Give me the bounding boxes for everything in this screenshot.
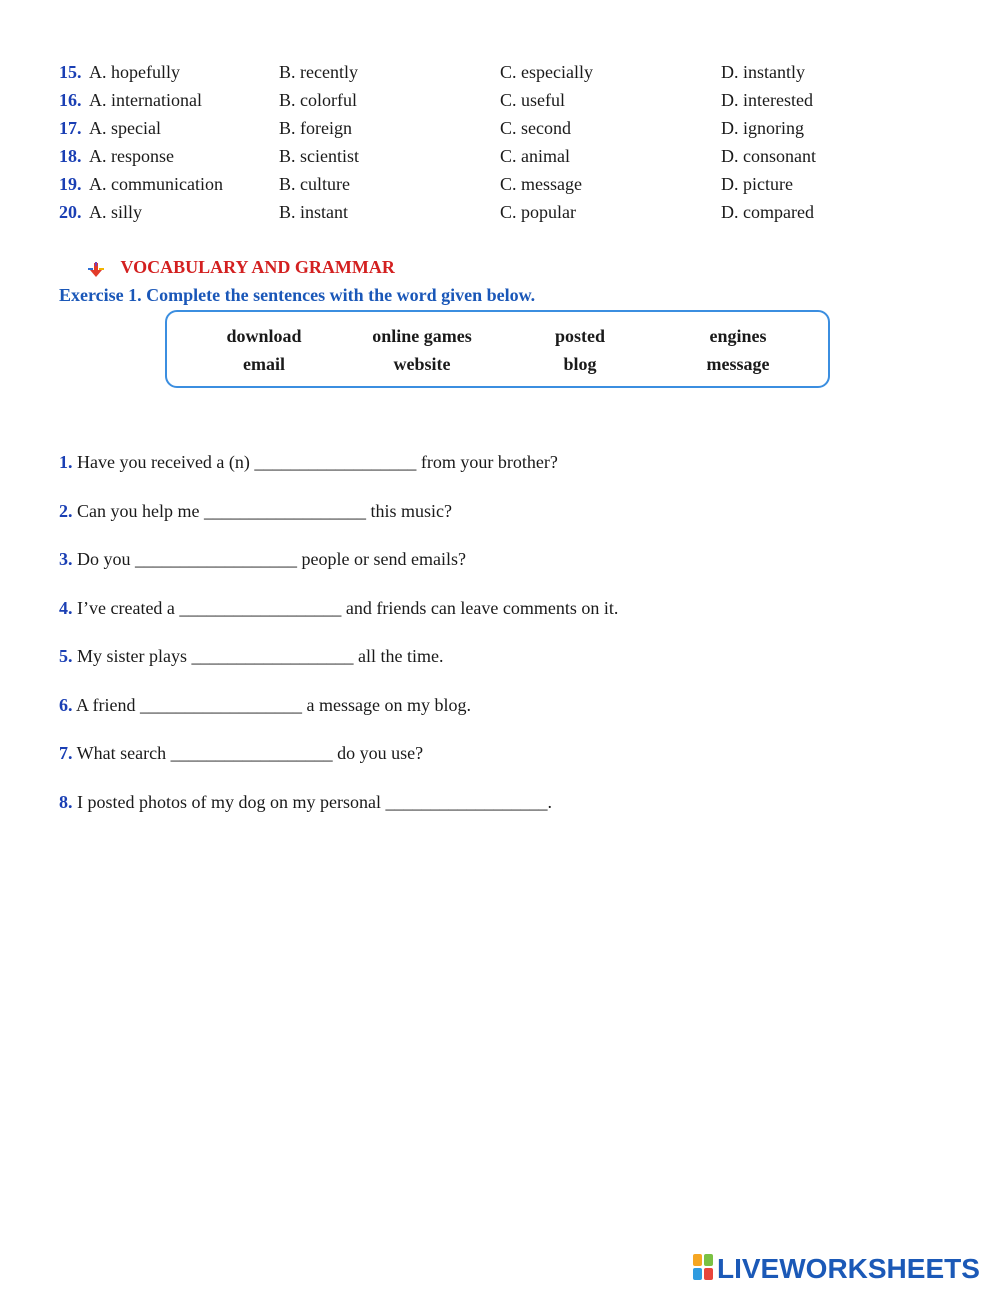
sentence-list [59, 449, 618, 837]
exercise-title: Exercise 1. Complete the sentences with the word given below. [59, 285, 536, 305]
sentence-item [59, 692, 618, 741]
word-bank-item: email [243, 354, 285, 374]
liveworksheets-logo[interactable] [693, 1253, 980, 1287]
option-c: C. second [500, 118, 571, 138]
sentence-item [59, 449, 618, 498]
option-c: C. popular [500, 202, 576, 222]
word-bank-item: download [226, 326, 302, 346]
option-b: B. culture [279, 174, 350, 194]
word-bank-item: message [706, 354, 770, 374]
sentence-number: 8. [59, 791, 73, 812]
option-d: D. compared [721, 202, 814, 222]
word-bank-item: posted [554, 326, 605, 346]
sentence-number: 7. [59, 743, 73, 763]
question-number: 19. [59, 174, 82, 194]
question-number: 15. [59, 62, 82, 82]
option-b: B. foreign [279, 118, 352, 138]
sentence-item [59, 595, 618, 644]
option-c: C. message [500, 174, 582, 194]
word-bank-item: engines [709, 326, 767, 346]
sentence-text: Do you __________________ people or send emails? [72, 549, 466, 569]
question-number: 17. [59, 118, 82, 138]
sentence-item [59, 789, 618, 838]
option-d: D. consonant [721, 146, 816, 166]
option-d: D. instantly [721, 62, 805, 82]
option-a: A. hopefully [89, 62, 180, 82]
sentence-item [59, 740, 618, 789]
liveworksheets-logo-icon [693, 1254, 713, 1280]
section-heading [88, 254, 395, 280]
sentence-text: Have you received a (n) __________________ from your brother? [72, 452, 558, 472]
logo-text: LIVEWORKSHEETS [717, 1253, 980, 1284]
question-number: 18. [59, 146, 82, 166]
option-c: C. useful [500, 90, 565, 110]
sentence-text: What search __________________ do you use? [72, 743, 424, 763]
word-bank-item: blog [563, 354, 597, 374]
word-bank-item: online games [372, 326, 472, 346]
option-a: A. silly [89, 202, 143, 222]
option-c: C. animal [500, 146, 570, 166]
option-d: D. interested [721, 90, 813, 110]
sentence-item [59, 546, 618, 595]
sentence-text: Can you help me __________________ this music? [72, 500, 452, 521]
option-b: B. scientist [279, 146, 359, 166]
word-bank-item: website [393, 354, 451, 374]
option-c: C. especially [500, 62, 593, 82]
question-number: 16. [59, 90, 82, 110]
option-d: D. picture [721, 174, 793, 194]
word-bank [165, 310, 830, 388]
sentence-text: I posted photos of my dog on my personal __________________. [72, 791, 552, 812]
sentence-text: I’ve created a __________________ and friends can leave comments on it. [72, 597, 619, 618]
option-b: B. instant [279, 202, 349, 222]
sentence-text: A friend __________________ a message on my blog. [72, 694, 471, 715]
sentence-number: 2. [59, 500, 73, 521]
sentence-number: 3. [59, 549, 73, 569]
sentence-number: 6. [59, 694, 73, 715]
sentence-item [59, 498, 618, 547]
sparkle-arrow-icon [88, 259, 104, 275]
sentence-number: 1. [59, 452, 73, 472]
sentence-item [59, 643, 618, 692]
option-b: B. colorful [279, 90, 357, 110]
option-a: A. communication [89, 174, 223, 194]
question-number: 20. [59, 202, 82, 222]
option-d: D. ignoring [721, 118, 804, 138]
sentence-number: 4. [59, 597, 73, 618]
section-title: VOCABULARY AND GRAMMAR [120, 257, 395, 277]
option-a: A. international [89, 90, 202, 110]
option-a: A. response [89, 146, 174, 166]
sentence-number: 5. [59, 646, 73, 666]
option-a: A. special [89, 118, 161, 138]
sentence-text: My sister plays __________________ all the time. [72, 646, 444, 666]
option-b: B. recently [279, 62, 358, 82]
